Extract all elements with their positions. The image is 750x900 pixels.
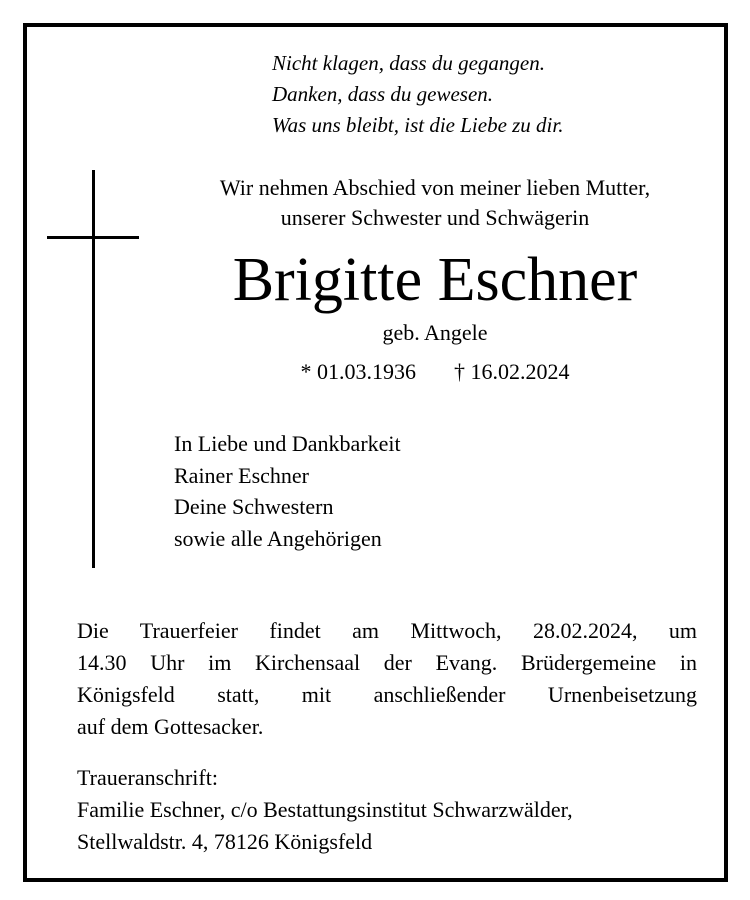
- mourner-line: Deine Schwestern: [174, 494, 334, 519]
- intro-line: Wir nehmen Abschied von meiner lieben Mutter,: [219, 175, 651, 200]
- address-line: Stellwaldstr. 4, 78126 Königsfeld: [77, 829, 373, 854]
- mourning-address: [77, 762, 697, 858]
- funeral-service-info: [77, 615, 697, 743]
- service-line: Königsfeld statt, mit anschließender Urnenbeisetzung: [77, 682, 697, 707]
- service-line: Die Trauerfeier findet am Mittwoch, 28.02.2024, um: [77, 618, 697, 643]
- cross-horizontal-bar: [47, 236, 139, 239]
- address-line: Familie Eschner, c/o Bestattungsinstitut Schwarzwälder,: [77, 797, 573, 822]
- death-date: † 16.02.2024: [454, 359, 570, 384]
- poem-line: Was uns bleibt, ist die Liebe zu dir.: [272, 113, 564, 137]
- service-line: 14.30 Uhr im Kirchensaal der Evang. Brüdergemeine in: [77, 650, 697, 675]
- address-label: Traueranschrift:: [77, 765, 218, 790]
- birth-date: * 01.03.1936: [300, 359, 416, 384]
- life-dates: [150, 357, 720, 387]
- memorial-poem: [272, 48, 564, 141]
- farewell-intro: [150, 173, 720, 233]
- mourner-line: Rainer Eschner: [174, 462, 309, 488]
- poem-line: Danken, dass du gewesen.: [272, 82, 494, 106]
- cross-vertical-bar: [92, 170, 95, 568]
- deceased-name: Brigitte Eschner: [232, 246, 638, 314]
- mourners-list: [174, 428, 401, 554]
- poem-line: Nicht klagen, dass du gegangen.: [272, 51, 545, 75]
- mourner-line: sowie alle Angehörigen: [174, 525, 382, 551]
- intro-line: unserer Schwester und Schwägerin: [280, 205, 590, 230]
- mourner-line: In Liebe und Dankbarkeit: [174, 431, 401, 456]
- maiden-name: geb. Angele: [382, 320, 488, 345]
- service-line: auf dem Gottesacker.: [77, 714, 264, 739]
